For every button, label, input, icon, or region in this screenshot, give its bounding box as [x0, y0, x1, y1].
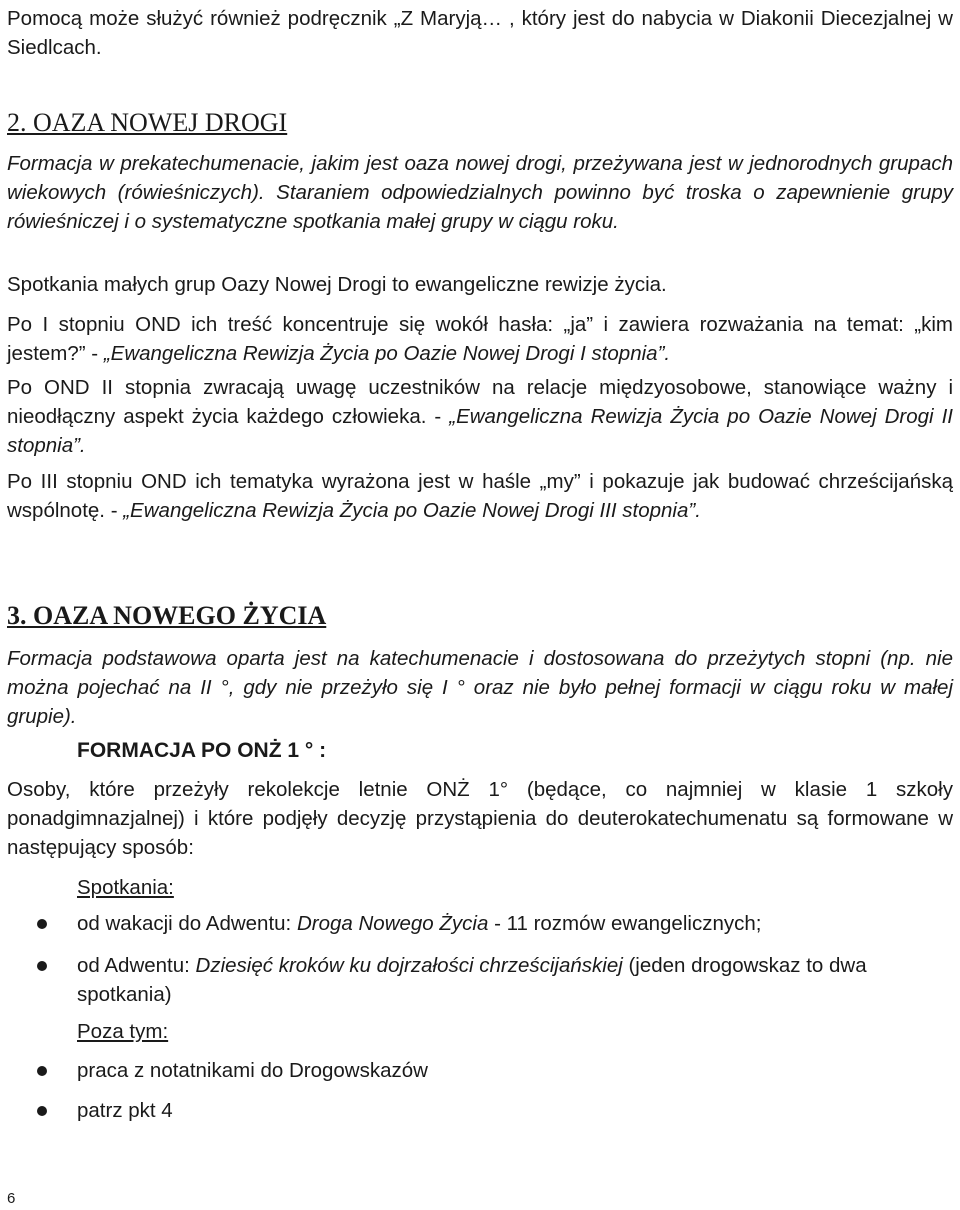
- bullet-icon: [37, 961, 47, 971]
- meetings-label: Spotkania:: [77, 876, 174, 899]
- ond-stage3-text: Po III stopniu OND ich tematyka wyrażona jest w haśle „my” i pokazuje jak budować chrześcijańską wspólnotę. -: [7, 470, 953, 522]
- list-item-title: Droga Nowego Życia: [296, 912, 489, 935]
- ond-stage2-paragraph: [7, 373, 953, 460]
- list-item-text: - 11 rozmów ewangelicznych;: [488, 912, 762, 935]
- bullet-icon: [37, 919, 47, 929]
- ond-stage3-title: „Ewangeliczna Rewizja Życia po Oazie Nowej Drogi III stopnia”.: [123, 499, 701, 522]
- bullet-icon: [37, 1066, 47, 1076]
- ond-meetings-paragraph: Spotkania małych grup Oazy Nowej Drogi to ewangeliczne rewizje życia.: [7, 273, 667, 296]
- formation-subheading: FORMACJA PO ONŻ 1 ° :: [77, 739, 327, 762]
- list-item-besides-1: praca z notatnikami do Drogowskazów: [77, 1059, 428, 1082]
- list-item-text: od wakacji do Adwentu:: [77, 912, 297, 935]
- ond-stage3-paragraph: [7, 467, 953, 525]
- ond-stage1-title: „Ewangeliczna Rewizja Życia po Oazie Nowej Drogi I stopnia”.: [103, 342, 671, 365]
- ond-stage1-text: Po I stopniu OND ich treść koncentruje się wokół hasła: „ja” i zawiera rozważania na temat: „kim jestem?” -: [7, 313, 953, 365]
- ond-formation-paragraph: Formacja w prekatechumenacie, jakim jest oaza nowej drogi, przeżywana jest w jednorodnych grupach wiekowych (rówieśniczych). Staraniem odpowiedzialnych powinno być troska o zapewnienie grupy rówieśniczej i o systematyczne spotkania małej grupy w ciągu roku.: [7, 152, 953, 233]
- section-heading-oaza-nowego-zycia: 3. OAZA NOWEGO ŻYCIA: [7, 601, 327, 630]
- list-item-text: od Adwentu:: [77, 954, 196, 977]
- ond-stage1-paragraph: [7, 310, 953, 368]
- ond-stage2-text: Po OND II stopnia zwracają uwagę uczestników na relacje międzyosobowe, stanowiące ważny i nieodłączny aspekt życia każdego człowieka. -: [7, 376, 953, 428]
- intro-paragraph: Pomocą może służyć również podręcznik „Z Maryją… , który jest do nabycia w Diakonii Diecezjalnej w Siedlcach.: [7, 7, 953, 59]
- page-number: 6: [7, 1190, 16, 1207]
- section-heading-oaza-nowej-drogi: 2. OAZA NOWEJ DROGI: [7, 108, 288, 137]
- besides-label: Poza tym:: [77, 1020, 169, 1043]
- list-item-meetings-2: [77, 951, 957, 1009]
- list-item-meetings-1: [77, 909, 957, 938]
- list-item-text: (jeden drogowskaz to dwa spotkania): [77, 954, 867, 1006]
- list-item-besides-2: patrz pkt 4: [77, 1099, 173, 1122]
- onz-participants-paragraph: Osoby, które przeżyły rekolekcje letnie ONŻ 1° (będące, co najmniej w klasie 1 szkoły ponadgimnazjalnej) i które podjęły decyzję przystąpienia do deuterokatechumenatu są formowane w następujący sposób:: [7, 778, 953, 859]
- bullet-icon: [37, 1106, 47, 1116]
- ond-stage2-title: „Ewangeliczna Rewizja Życia po Oazie Nowej Drogi II stopnia”.: [7, 405, 953, 457]
- list-item-title: Dziesięć kroków ku dojrzałości chrześcijańskiej: [195, 954, 623, 977]
- onz-formation-paragraph: Formacja podstawowa oparta jest na katechumenacie i dostosowana do przeżytych stopni (np. nie można pojechać na II °, gdy nie przeżyło się I ° oraz nie było pełnej formacji w ciągu roku w małej grupie).: [7, 647, 953, 728]
